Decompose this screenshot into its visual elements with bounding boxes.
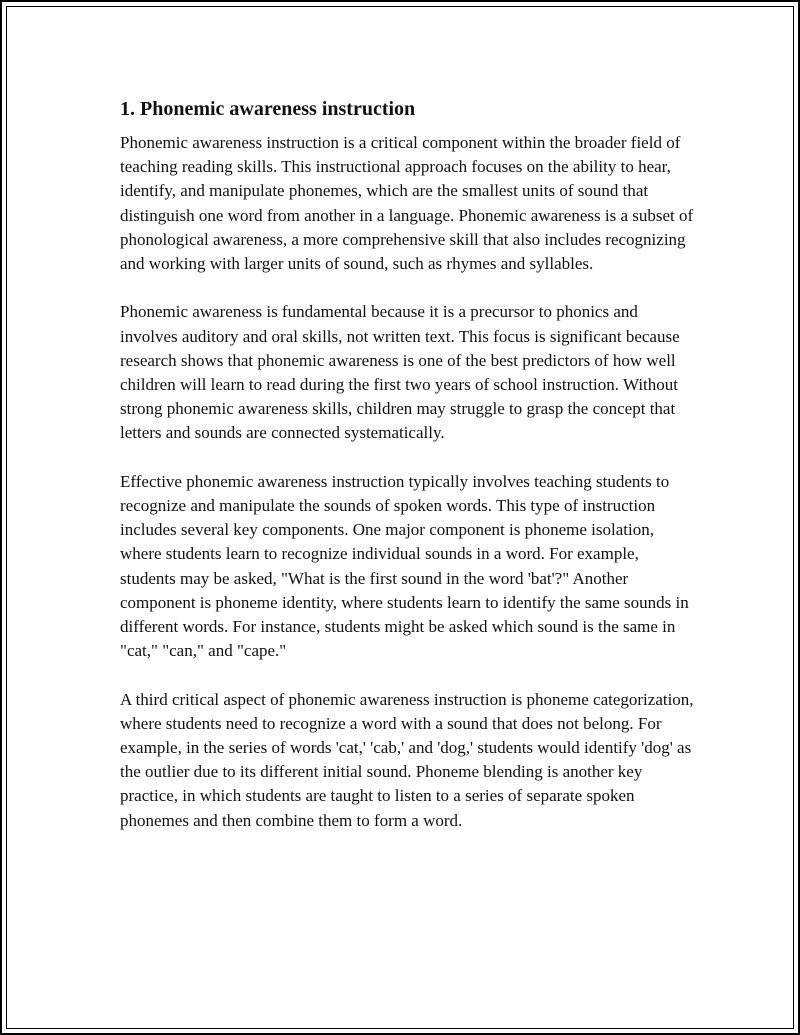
paragraph-4: A third critical aspect of phonemic awareness instruction is phoneme categorization, where students need to recognize a word with a sound that does not belong. For example, in the series of words 'cat,' 'cab,' and 'dog,' students would identify 'dog' as the outlier due to its different initial sound. Phoneme blending is another key practice, in which students are taught to listen to a series of separate spoken phonemes and then combine them to form a word.: [120, 689, 694, 830]
paragraph-1: Phonemic awareness instruction is a critical component within the broader field of teaching reading skills. This instructional approach focuses on the ability to hear, identify, and manipulate phonemes, which are the smallest units of sound that distinguish one word from another in a language. Phonemic awareness is a subset of phonological awareness, a more comprehensive skill that also includes recognizing and working with larger units of sound, such as rhymes and syllables.: [120, 133, 694, 274]
paragraph-2: Phonemic awareness is fundamental because it is a precursor to phonics and involves auditory and oral skills, not written text. This focus is significant because research shows that phonemic awareness is one of the best predictors of how well children will learn to read during the first two years of school instruction. Without strong phonemic awareness skills, children may struggle to grasp the concept that letters and sounds are connected systematically.: [120, 302, 680, 443]
paragraph-3: Effective phonemic awareness instruction typically involves teaching students to recognize and manipulate the sounds of spoken words. This type of instruction includes several key components. One major component is phoneme isolation, where students learn to recognize individual sounds in a word. For example, students may be asked, "What is the first sound in the word 'bat'?" Another component is phoneme identity, where students learn to identify the same sounds in different words. For instance, students might be asked which sound is the same in "cat," "can," and "cape.": [120, 471, 689, 661]
document-body: [120, 96, 695, 857]
section-heading: 1. Phonemic awareness instruction: [120, 98, 416, 120]
